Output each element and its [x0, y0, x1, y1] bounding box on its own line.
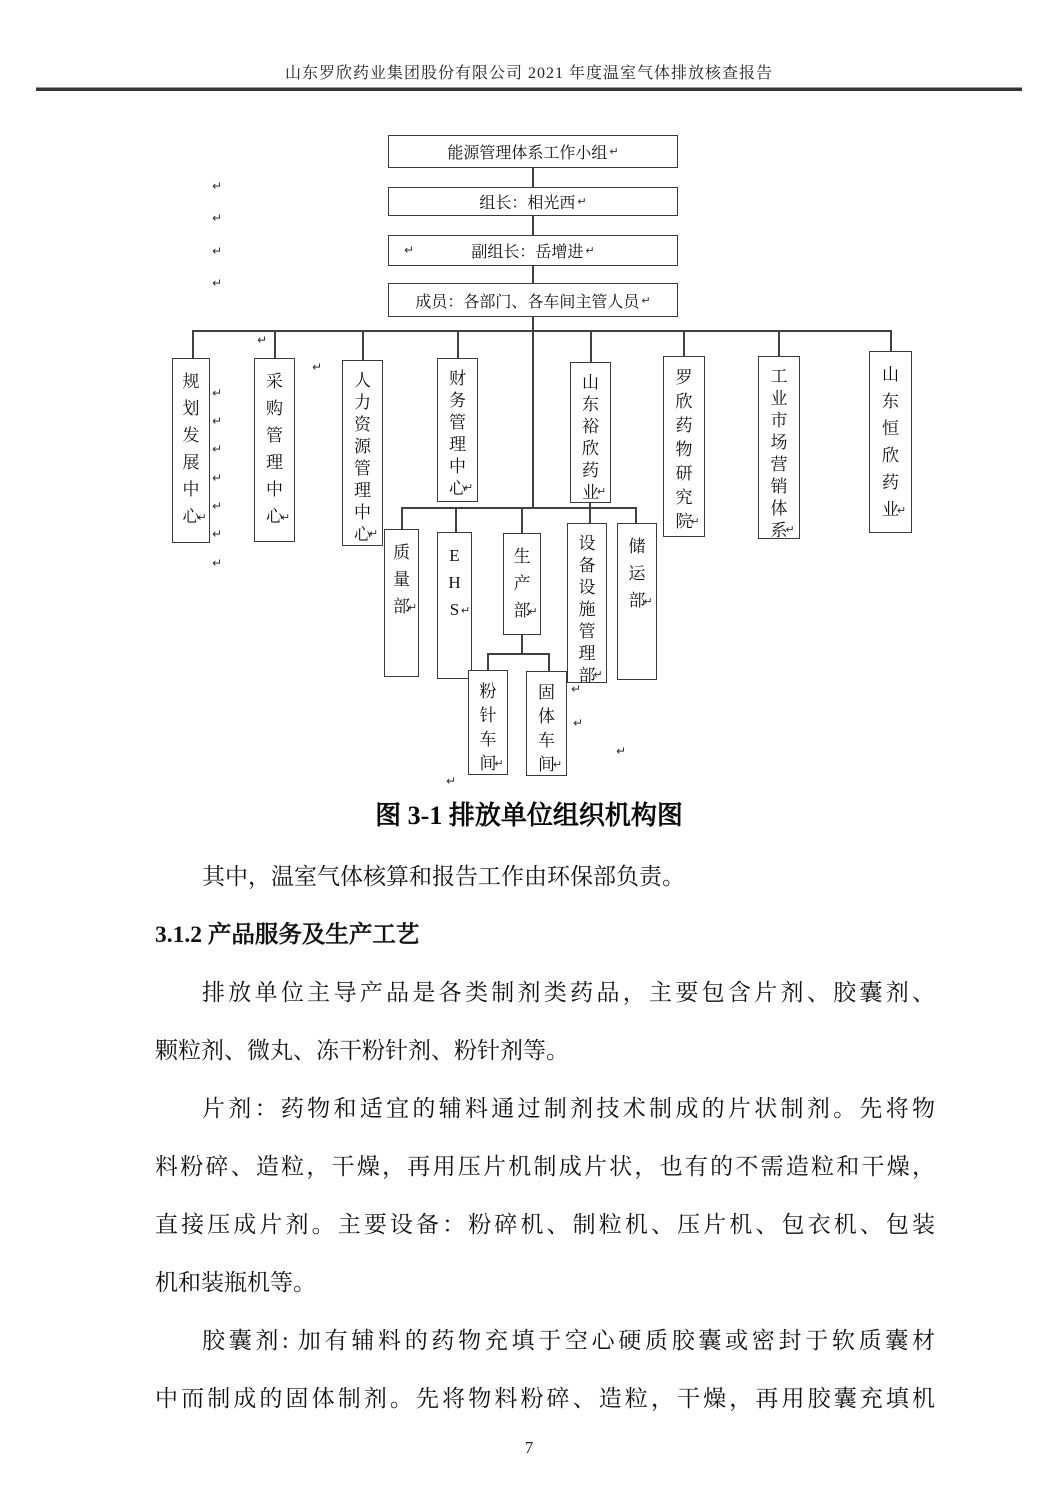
org-box-production-dept: 生 产 部 ↵ [503, 533, 541, 635]
page-number: 7 [524, 1438, 534, 1457]
org-box-leader [388, 187, 678, 216]
paragraph-mark: ↵ [585, 244, 595, 257]
connector-line [532, 330, 534, 507]
connector-line [635, 507, 637, 523]
body-line: 料粉碎、造粒，干燥，再用压片机制成片状，也有的不需造粒和干燥， [155, 1154, 935, 1179]
paragraph-mark: ↵ [312, 360, 323, 374]
org-box-procurement-center: 采 购 管 理 中 心 ↵ [254, 358, 295, 542]
figure-caption: 图 3-1 排放单位组织机构图 [375, 801, 683, 830]
org-box-hengxin-pharma: 山 东 恒 欣 药 业 ↵ [869, 351, 912, 533]
org-box-label: 成员：各部门、各车间主管人员 [415, 293, 640, 311]
connector-line [683, 330, 685, 356]
paragraph-mark: ↵ [212, 556, 223, 570]
org-box-label: 能源管理体系工作小组 [447, 145, 608, 162]
connector-line [274, 330, 276, 358]
paragraph-mark: ↵ [577, 195, 587, 208]
org-box-finance-center: 财 务 管 理 中 心 ↵ [437, 358, 478, 502]
org-box-equipment-dept: 设 备 设 施 管 理 部 ↵ [567, 523, 607, 683]
paragraph-mark: ↵ [616, 744, 627, 758]
connector-line [192, 330, 194, 358]
org-box-hr-center: 人 力 资 源 管 理 中 心 ↵ [342, 360, 383, 546]
paragraph-mark: ↵ [641, 293, 651, 307]
body-line: 直接压成片剂。主要设备：粉碎机、制粒机、压片机、包衣机、包装 [155, 1212, 935, 1237]
connector-line [890, 330, 892, 351]
body-line: 机和装瓶机等。 [155, 1270, 316, 1295]
body-text [155, 848, 935, 1428]
org-box-marketing-system: 工 业 市 场 营 销 体 系 ↵ [758, 356, 800, 539]
paragraph-mark: ↵ [446, 774, 457, 788]
paragraph-mark: ↵ [257, 333, 268, 347]
connector-line [455, 507, 457, 532]
connector-line [192, 330, 892, 332]
org-box-yuxin-pharma: 山 东 裕 欣 药 业 ↵ [570, 362, 611, 503]
paragraph-mark: ↵ [212, 471, 223, 485]
paragraph-mark: ↵ [571, 682, 582, 696]
org-box-powder-injection-workshop: 粉 针 车 间 ↵ [468, 670, 508, 775]
org-box-ehs-dept: E H S ↵ [437, 532, 472, 679]
connector-line [487, 653, 489, 670]
body-line: 胶囊剂: 加有辅料的药物充填于空心硬质胶囊或密封于软质囊材 [202, 1328, 935, 1353]
org-box-solid-workshop: 固 体 车 间 ↵ [526, 671, 567, 776]
connector-line [401, 507, 403, 529]
paragraph-mark: ↵ [212, 211, 223, 225]
body-line: 其中，温室气体核算和报告工作由环保部负责。 [202, 864, 685, 889]
body-line: 片剂：药物和适宜的辅料通过制剂技术制成的片状制剂。先将物 [202, 1096, 935, 1121]
body-line: 颗粒剂、微丸、冻干粉针剂、粉针剂等。 [155, 1038, 569, 1063]
connector-line [589, 503, 591, 523]
paragraph-mark: ↵ [573, 716, 584, 730]
paragraph-mark: ↵ [609, 145, 619, 158]
org-box-members [388, 283, 678, 317]
org-box-label: 组长：相光西 [479, 195, 576, 212]
connector-line [532, 317, 534, 330]
paragraph-mark: ↵ [212, 499, 223, 513]
body-line: 中而制成的固体制剂。先将物料粉碎、造粒，干燥，再用胶囊充填机 [155, 1386, 935, 1411]
org-box-quality-dept: 质 量 部 ↵ [384, 529, 419, 677]
connector-line [532, 216, 534, 235]
connector-line [521, 507, 523, 533]
page-header-title: 山东罗欣药业集团股份有限公司 2021 年度温室气体排放核查报告 [284, 65, 773, 82]
connector-line [778, 330, 780, 356]
org-box-work-group [388, 135, 678, 168]
connector-line [590, 330, 592, 362]
org-box-deputy-leader [388, 235, 678, 266]
body-line: 排放单位主导产品是各类制剂类药品，主要包含片剂、胶囊剂、 [202, 980, 935, 1005]
paragraph-mark: ↵ [404, 243, 415, 257]
connector-line [457, 330, 459, 358]
paragraph-mark: ↵ [212, 442, 223, 456]
section-heading: 3.1.2 产品服务及生产工艺 [155, 922, 420, 948]
paragraph-mark: ↵ [212, 414, 223, 428]
paragraph-mark: ↵ [212, 276, 223, 290]
org-box-storage-dept: 储 运 部 ↵ [617, 523, 657, 680]
connector-line [487, 653, 550, 655]
connector-line [548, 653, 550, 671]
paragraph-mark: ↵ [212, 527, 223, 541]
header-rule [36, 87, 1022, 91]
org-box-label: 副组长：岳增进 [471, 244, 584, 261]
connector-line [521, 635, 523, 653]
org-box-planning-center: 规 划 发 展 中 心 ↵ [172, 358, 210, 543]
paragraph-mark: ↵ [212, 179, 223, 193]
connector-line [532, 266, 534, 283]
connector-line [401, 507, 637, 509]
org-box-research-institute: 罗 欣 药 物 研 究 院 ↵ [663, 356, 705, 537]
connector-line [362, 330, 364, 360]
paragraph-mark: ↵ [212, 244, 223, 258]
connector-line [532, 168, 534, 187]
paragraph-mark: ↵ [212, 386, 223, 400]
